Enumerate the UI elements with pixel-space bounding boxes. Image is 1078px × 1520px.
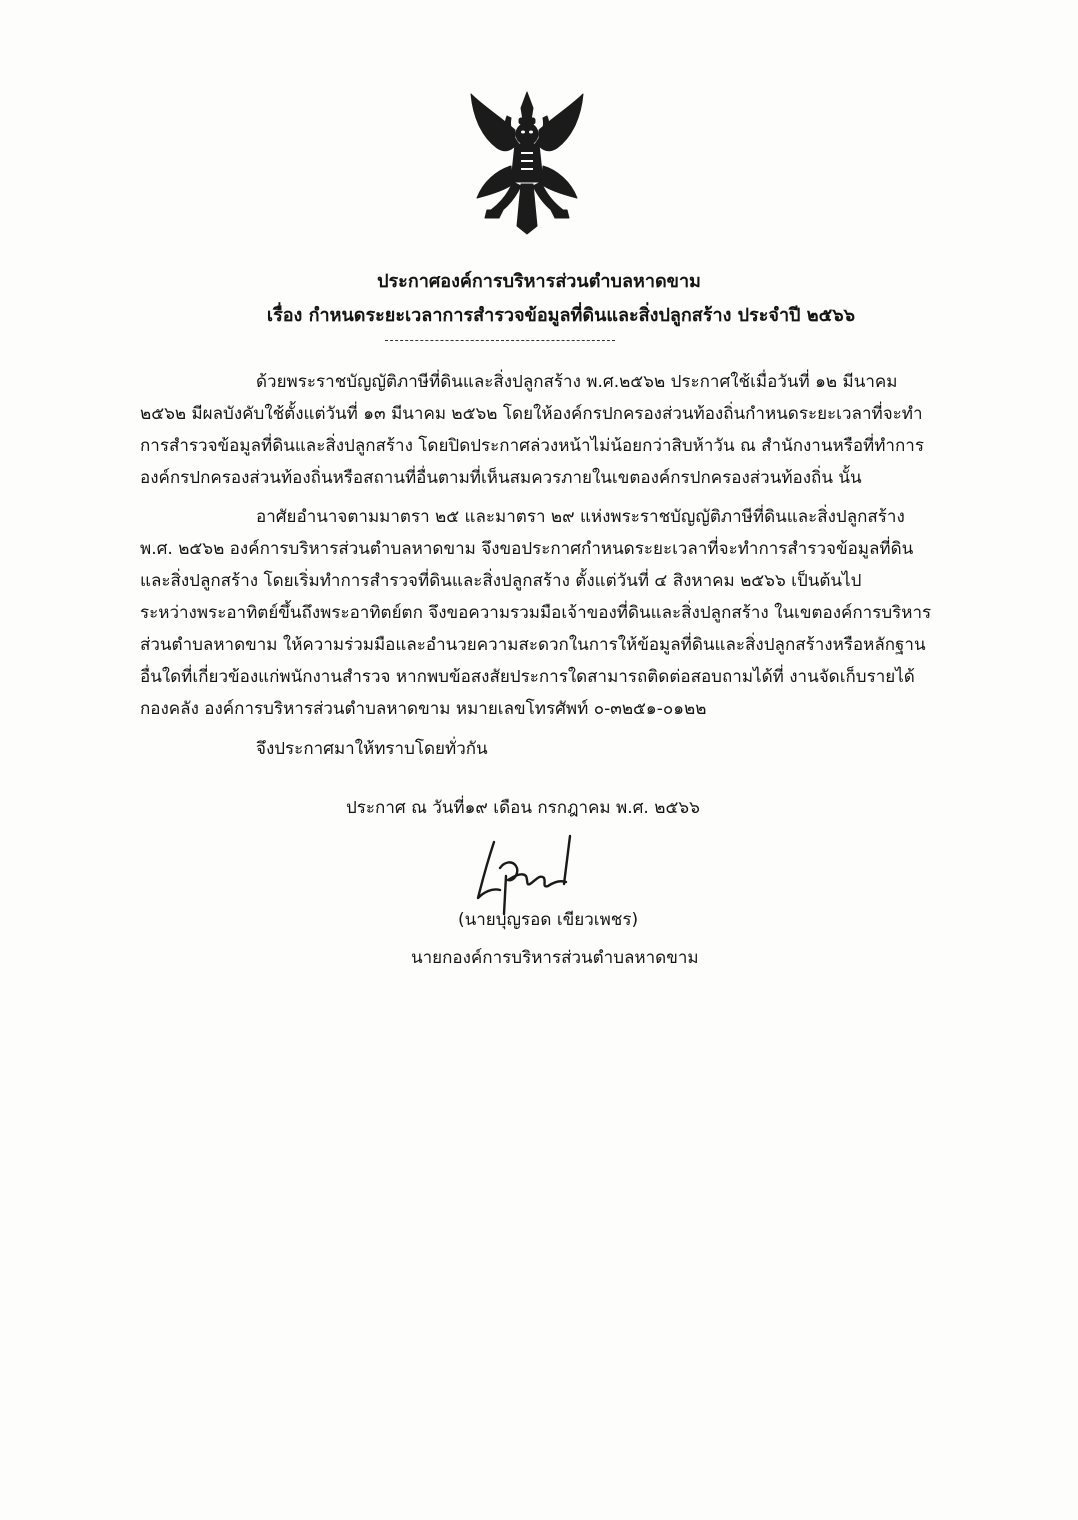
paragraph-2-line-3: และสิ่งปลูกสร้าง โดยเริ่มทำการสำรวจที่ดินและสิ่งปลูกสร้าง ตั้งแต่วันที่ ๔ สิงหาคม ๒๕๖๖ เป็นต้นไป bbox=[140, 571, 862, 591]
garuda-emblem-icon bbox=[463, 86, 591, 236]
signatory-name: (นายบุญรอด เขียวเพชร) bbox=[458, 910, 639, 930]
paragraph-2-line-6: อื่นใดที่เกี่ยวข้องแก่พนักงานสำรวจ หากพบข้อสงสัยประการใดสามารถติดต่อสอบถามได้ที่ งานจัดเก็บรายได้ bbox=[140, 667, 915, 687]
paragraph-1-line-4: องค์กรปกครองส่วนท้องถิ่นหรือสถานที่อื่นตามที่เห็นสมควรภายในเขตองค์กรปกครองส่วนท้องถิ่น นั้น bbox=[140, 468, 862, 488]
paragraph-1-line-2: ๒๕๖๒ มีผลบังคับใช้ตั้งแต่วันที่ ๑๓ มีนาคม ๒๕๖๒ โดยให้องค์กรปกครองส่วนท้องถิ่นกำหนดระยะเวลาที่จะทำ bbox=[140, 404, 923, 424]
paragraph-1-line-3: การสำรวจข้อมูลที่ดินและสิ่งปลูกสร้าง โดยปิดประกาศล่วงหน้าไม่น้อยกว่าสิบห้าวัน ณ สำนักงานหรือที่ทำการ bbox=[140, 436, 924, 456]
handwritten-signature bbox=[470, 832, 590, 918]
closing-statement: จึงประกาศมาให้ทราบโดยทั่วกัน bbox=[256, 739, 488, 759]
paragraph-2-line-7: กองคลัง องค์การบริหารส่วนตำบลหาดขาม หมายเลขโทรศัพท์ ๐-๓๒๕๑-๐๑๒๒ bbox=[140, 699, 707, 719]
title-divider bbox=[385, 340, 615, 341]
paragraph-2-line-4: ระหว่างพระอาทิตย์ขึ้นถึงพระอาทิตย์ตก จึงขอความรวมมือเจ้าของที่ดินและสิ่งปลูกสร้าง ในเขตองค์การบริหาร bbox=[140, 603, 932, 623]
announcement-subject: เรื่อง กำหนดระยะเวลาการสำรวจข้อมูลที่ดินและสิ่งปลูกสร้าง ประจำปี ๒๕๖๖ bbox=[266, 305, 856, 326]
paragraph-2-line-1: อาศัยอำนาจตามมาตรา ๒๕ และมาตรา ๒๙ แห่งพระราชบัญญัติภาษีที่ดินและสิ่งปลูกสร้าง bbox=[256, 507, 905, 527]
paragraph-1-line-1: ด้วยพระราชบัญญัติภาษีที่ดินและสิ่งปลูกสร้าง พ.ศ.๒๕๖๒ ประกาศใช้เมื่อวันที่ ๑๒ มีนาคม bbox=[256, 372, 898, 392]
announcement-title: ประกาศองค์การบริหารส่วนตำบลหาดขาม bbox=[377, 271, 701, 292]
paragraph-2-line-2: พ.ศ. ๒๕๖๒ องค์การบริหารส่วนตำบลหาดขาม จึงขอประกาศกำหนดระยะเวลาที่จะทำการสำรวจข้อมูลที่ดิน bbox=[140, 539, 914, 559]
paragraph-2-line-5: ส่วนตำบลหาดขาม ให้ความร่วมมือและอำนวยความสะดวกในการให้ข้อมูลที่ดินและสิ่งปลูกสร้างหรือหลักฐาน bbox=[140, 635, 926, 655]
announcement-date: ประกาศ ณ วันที่๑๙ เดือน กรกฎาคม พ.ศ. ๒๕๖๖ bbox=[346, 798, 700, 818]
signatory-position: นายกองค์การบริหารส่วนตำบลหาดขาม bbox=[411, 948, 699, 968]
